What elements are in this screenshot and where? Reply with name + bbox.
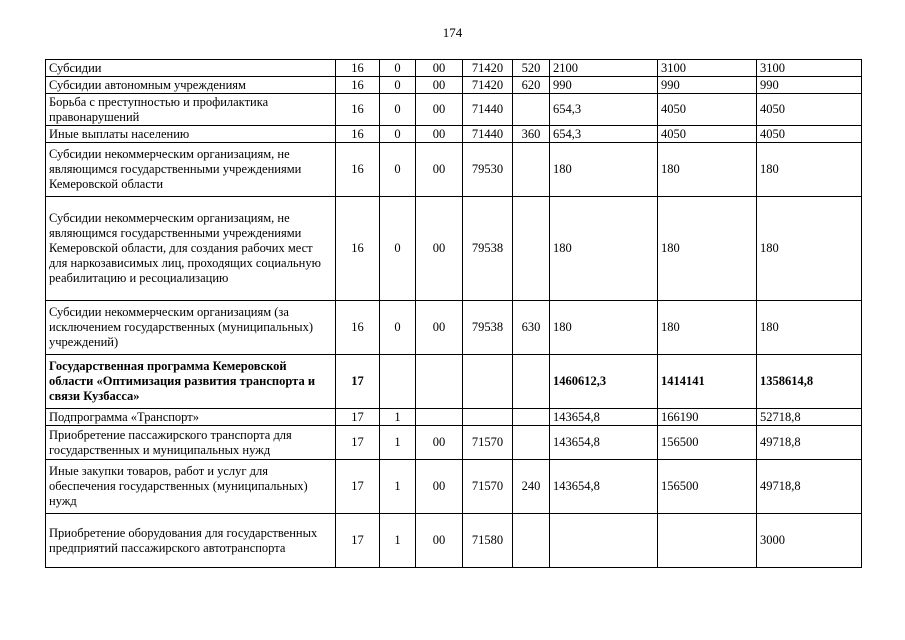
page-number: 174 xyxy=(442,25,463,40)
table-row xyxy=(46,409,862,426)
year1-amount: 180 xyxy=(550,301,658,355)
expense-code: 71440 xyxy=(463,126,513,143)
year1-amount xyxy=(550,514,658,568)
expense-type-code xyxy=(513,355,550,409)
row-name: Борьба с преступностью и профилактика правонарушений xyxy=(46,94,336,126)
row-name: Подпрограмма «Транспорт» xyxy=(46,409,336,426)
year3-amount: 1358614,8 xyxy=(757,355,862,409)
program-code: 17 xyxy=(336,355,380,409)
row-name: Субсидии автономным учреждениям xyxy=(46,77,336,94)
table-row xyxy=(46,460,862,514)
year3-amount: 3000 xyxy=(757,514,862,568)
measure-code: 00 xyxy=(416,143,463,197)
year3-amount: 180 xyxy=(757,143,862,197)
year2-amount xyxy=(658,514,757,568)
year1-amount: 1460612,3 xyxy=(550,355,658,409)
expense-code: 71420 xyxy=(463,77,513,94)
year3-amount: 3100 xyxy=(757,60,862,77)
year1-amount: 654,3 xyxy=(550,126,658,143)
table-row xyxy=(46,60,862,77)
expense-code: 71420 xyxy=(463,60,513,77)
expense-code: 79530 xyxy=(463,143,513,197)
table-row xyxy=(46,426,862,460)
program-code: 16 xyxy=(336,77,380,94)
subprogram-code: 0 xyxy=(380,60,416,77)
subprogram-code: 0 xyxy=(380,197,416,301)
year3-amount: 180 xyxy=(757,197,862,301)
year2-amount: 156500 xyxy=(658,426,757,460)
table-row xyxy=(46,77,862,94)
row-name: Субсидии некоммерческим организациям (за исключением государственных (муниципальных) учреждений) xyxy=(46,301,336,355)
year2-amount: 3100 xyxy=(658,60,757,77)
expense-code: 71580 xyxy=(463,514,513,568)
subprogram-code: 1 xyxy=(380,426,416,460)
year2-amount: 4050 xyxy=(658,126,757,143)
expense-type-code xyxy=(513,94,550,126)
expense-code: 71570 xyxy=(463,426,513,460)
table-row xyxy=(46,355,862,409)
table-row xyxy=(46,197,862,301)
year2-amount: 180 xyxy=(658,301,757,355)
year1-amount: 143654,8 xyxy=(550,409,658,426)
subprogram-code: 1 xyxy=(380,460,416,514)
table-row xyxy=(46,143,862,197)
row-name: Субсидии xyxy=(46,60,336,77)
subprogram-code: 0 xyxy=(380,77,416,94)
expense-code: 71440 xyxy=(463,94,513,126)
year2-amount: 4050 xyxy=(658,94,757,126)
year1-amount: 654,3 xyxy=(550,94,658,126)
measure-code xyxy=(416,409,463,426)
subprogram-code: 0 xyxy=(380,301,416,355)
budget-table xyxy=(45,59,862,568)
year2-amount: 990 xyxy=(658,77,757,94)
year3-amount: 49718,8 xyxy=(757,460,862,514)
subprogram-code: 1 xyxy=(380,409,416,426)
year2-amount: 180 xyxy=(658,197,757,301)
table-row xyxy=(46,94,862,126)
year1-amount: 180 xyxy=(550,143,658,197)
year3-amount: 180 xyxy=(757,301,862,355)
year2-amount: 156500 xyxy=(658,460,757,514)
table-row xyxy=(46,126,862,143)
subprogram-code: 1 xyxy=(380,514,416,568)
measure-code: 00 xyxy=(416,60,463,77)
table-row xyxy=(46,301,862,355)
row-name: Государственная программа Кемеровской области «Оптимизация развития транспорта и связи Кузбасса» xyxy=(46,355,336,409)
measure-code: 00 xyxy=(416,301,463,355)
expense-type-code xyxy=(513,426,550,460)
expense-type-code: 360 xyxy=(513,126,550,143)
year3-amount: 52718,8 xyxy=(757,409,862,426)
measure-code: 00 xyxy=(416,77,463,94)
year3-amount: 49718,8 xyxy=(757,426,862,460)
subprogram-code xyxy=(380,355,416,409)
expense-code xyxy=(463,355,513,409)
measure-code: 00 xyxy=(416,514,463,568)
row-name: Субсидии некоммерческим организациям, не являющимся государственными учреждениями Кемеровской области xyxy=(46,143,336,197)
expense-code: 79538 xyxy=(463,197,513,301)
expense-code: 71570 xyxy=(463,460,513,514)
program-code: 17 xyxy=(336,460,380,514)
program-code: 16 xyxy=(336,301,380,355)
expense-type-code: 240 xyxy=(513,460,550,514)
row-name: Иные закупки товаров, работ и услуг для обеспечения государственных (муниципальных) нужд xyxy=(46,460,336,514)
row-name: Приобретение оборудования для государственных предприятий пассажирского автотранспорта xyxy=(46,514,336,568)
program-code: 17 xyxy=(336,514,380,568)
year2-amount: 166190 xyxy=(658,409,757,426)
year2-amount: 1414141 xyxy=(658,355,757,409)
expense-type-code: 630 xyxy=(513,301,550,355)
program-code: 16 xyxy=(336,126,380,143)
measure-code: 00 xyxy=(416,94,463,126)
year3-amount: 4050 xyxy=(757,94,862,126)
year1-amount: 990 xyxy=(550,77,658,94)
row-name: Приобретение пассажирского транспорта для государственных и муниципальных нужд xyxy=(46,426,336,460)
expense-code xyxy=(463,409,513,426)
measure-code: 00 xyxy=(416,460,463,514)
expense-type-code xyxy=(513,514,550,568)
measure-code: 00 xyxy=(416,197,463,301)
year3-amount: 4050 xyxy=(757,126,862,143)
subprogram-code: 0 xyxy=(380,94,416,126)
measure-code xyxy=(416,355,463,409)
program-code: 16 xyxy=(336,143,380,197)
year1-amount: 143654,8 xyxy=(550,460,658,514)
year1-amount: 180 xyxy=(550,197,658,301)
expense-type-code xyxy=(513,409,550,426)
expense-type-code: 620 xyxy=(513,77,550,94)
subprogram-code: 0 xyxy=(380,143,416,197)
expense-code: 79538 xyxy=(463,301,513,355)
program-code: 17 xyxy=(336,426,380,460)
program-code: 17 xyxy=(336,409,380,426)
measure-code: 00 xyxy=(416,126,463,143)
expense-type-code xyxy=(513,143,550,197)
program-code: 16 xyxy=(336,94,380,126)
year1-amount: 143654,8 xyxy=(550,426,658,460)
year1-amount: 2100 xyxy=(550,60,658,77)
measure-code: 00 xyxy=(416,426,463,460)
expense-type-code xyxy=(513,197,550,301)
program-code: 16 xyxy=(336,60,380,77)
year2-amount: 180 xyxy=(658,143,757,197)
program-code: 16 xyxy=(336,197,380,301)
row-name: Иные выплаты населению xyxy=(46,126,336,143)
expense-type-code: 520 xyxy=(513,60,550,77)
row-name: Субсидии некоммерческим организациям, не являющимся государственными учреждениями Кемеровской области, для создания рабочих мест для наркозависимых лиц, проходящих социальную реабилитацию и ресоциализацию xyxy=(46,197,336,301)
subprogram-code: 0 xyxy=(380,126,416,143)
year3-amount: 990 xyxy=(757,77,862,94)
table-row xyxy=(46,514,862,568)
